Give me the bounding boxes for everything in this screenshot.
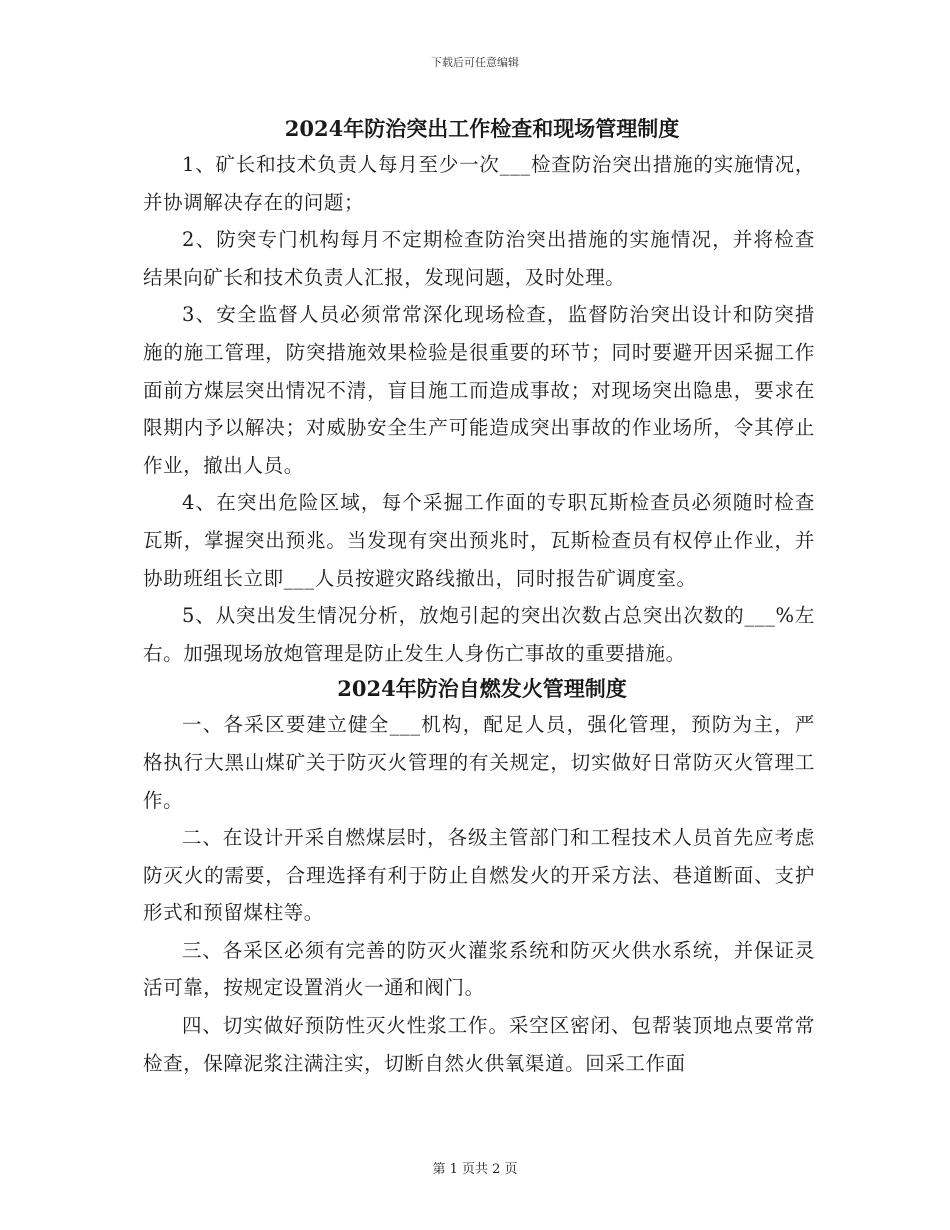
- paragraph: 2、防突专门机构每月不定期检查防治突出措施的实施情况，并将检查结果向矿长和技术负责人汇报，发现问题，及时处理。: [143, 228, 815, 289]
- section-title-fire: 2024年防治自燃发火管理制度: [337, 676, 627, 702]
- paragraph: 1、矿长和技术负责人每月至少一次___检查防治突出措施的实施情况，并协调解决存在的问题；: [143, 153, 815, 214]
- section-title-outburst: 2024年防治突出工作检查和现场管理制度: [284, 116, 680, 141]
- paragraph: 5、从突出发生情况分析，放炮引起的突出次数占总突出次数的___%左右。加强现场放炮管理是防止发生人身伤亡事故的重要措施。: [143, 604, 815, 665]
- header-note: 下载后可任意编辑: [431, 56, 519, 69]
- paragraph: 四、切实做好预防性灭火性浆工作。采空区密闭、包帮装顶地点要常常检查，保障泥浆注满注实，切断自然火供氧渠道。回采工作面: [143, 1014, 815, 1075]
- paragraph: 三、各采区必须有完善的防灭火灌浆系统和防灭火供水系统，并保证灵活可靠，按规定设置消火一通和阀门。: [143, 938, 815, 1000]
- document-body: [143, 112, 815, 1082]
- paragraph: 一、各采区要建立健全___机构，配足人员，强化管理，预防为主，严格执行大黑山煤矿关于防灭火管理的有关规定，切实做好日常防灭火管理工作。: [143, 713, 815, 812]
- paragraph: 4、在突出危险区域，每个采掘工作面的专职瓦斯检查员必须随时检查瓦斯，掌握突出预兆。当发现有突出预兆时，瓦斯检查员有权停止作业，并协助班组长立即___人员按避灾路线撤出，同时报告矿调度室。: [143, 491, 815, 590]
- page-number: 第 1 页共 2 页: [432, 1162, 518, 1177]
- paragraph: 二、在设计开采自燃煤层时，各级主管部门和工程技术人员首先应考虑防灭火的需要，合理选择有利于防止自燃发火的开采方法、巷道断面、支护形式和预留煤柱等。: [143, 826, 815, 925]
- paragraph: 3、安全监督人员必须常常深化现场检查，监督防治突出设计和防突措施的施工管理，防突措施效果检验是很重要的环节；同时要避开因采掘工作面前方煤层突出情况不清，盲目施工而造成事故；对现场突出隐患，要求在限期内予以解决；对威胁安全生产可能造成突出事故的作业场所，令其停止作业，撤出人员。: [143, 303, 815, 477]
